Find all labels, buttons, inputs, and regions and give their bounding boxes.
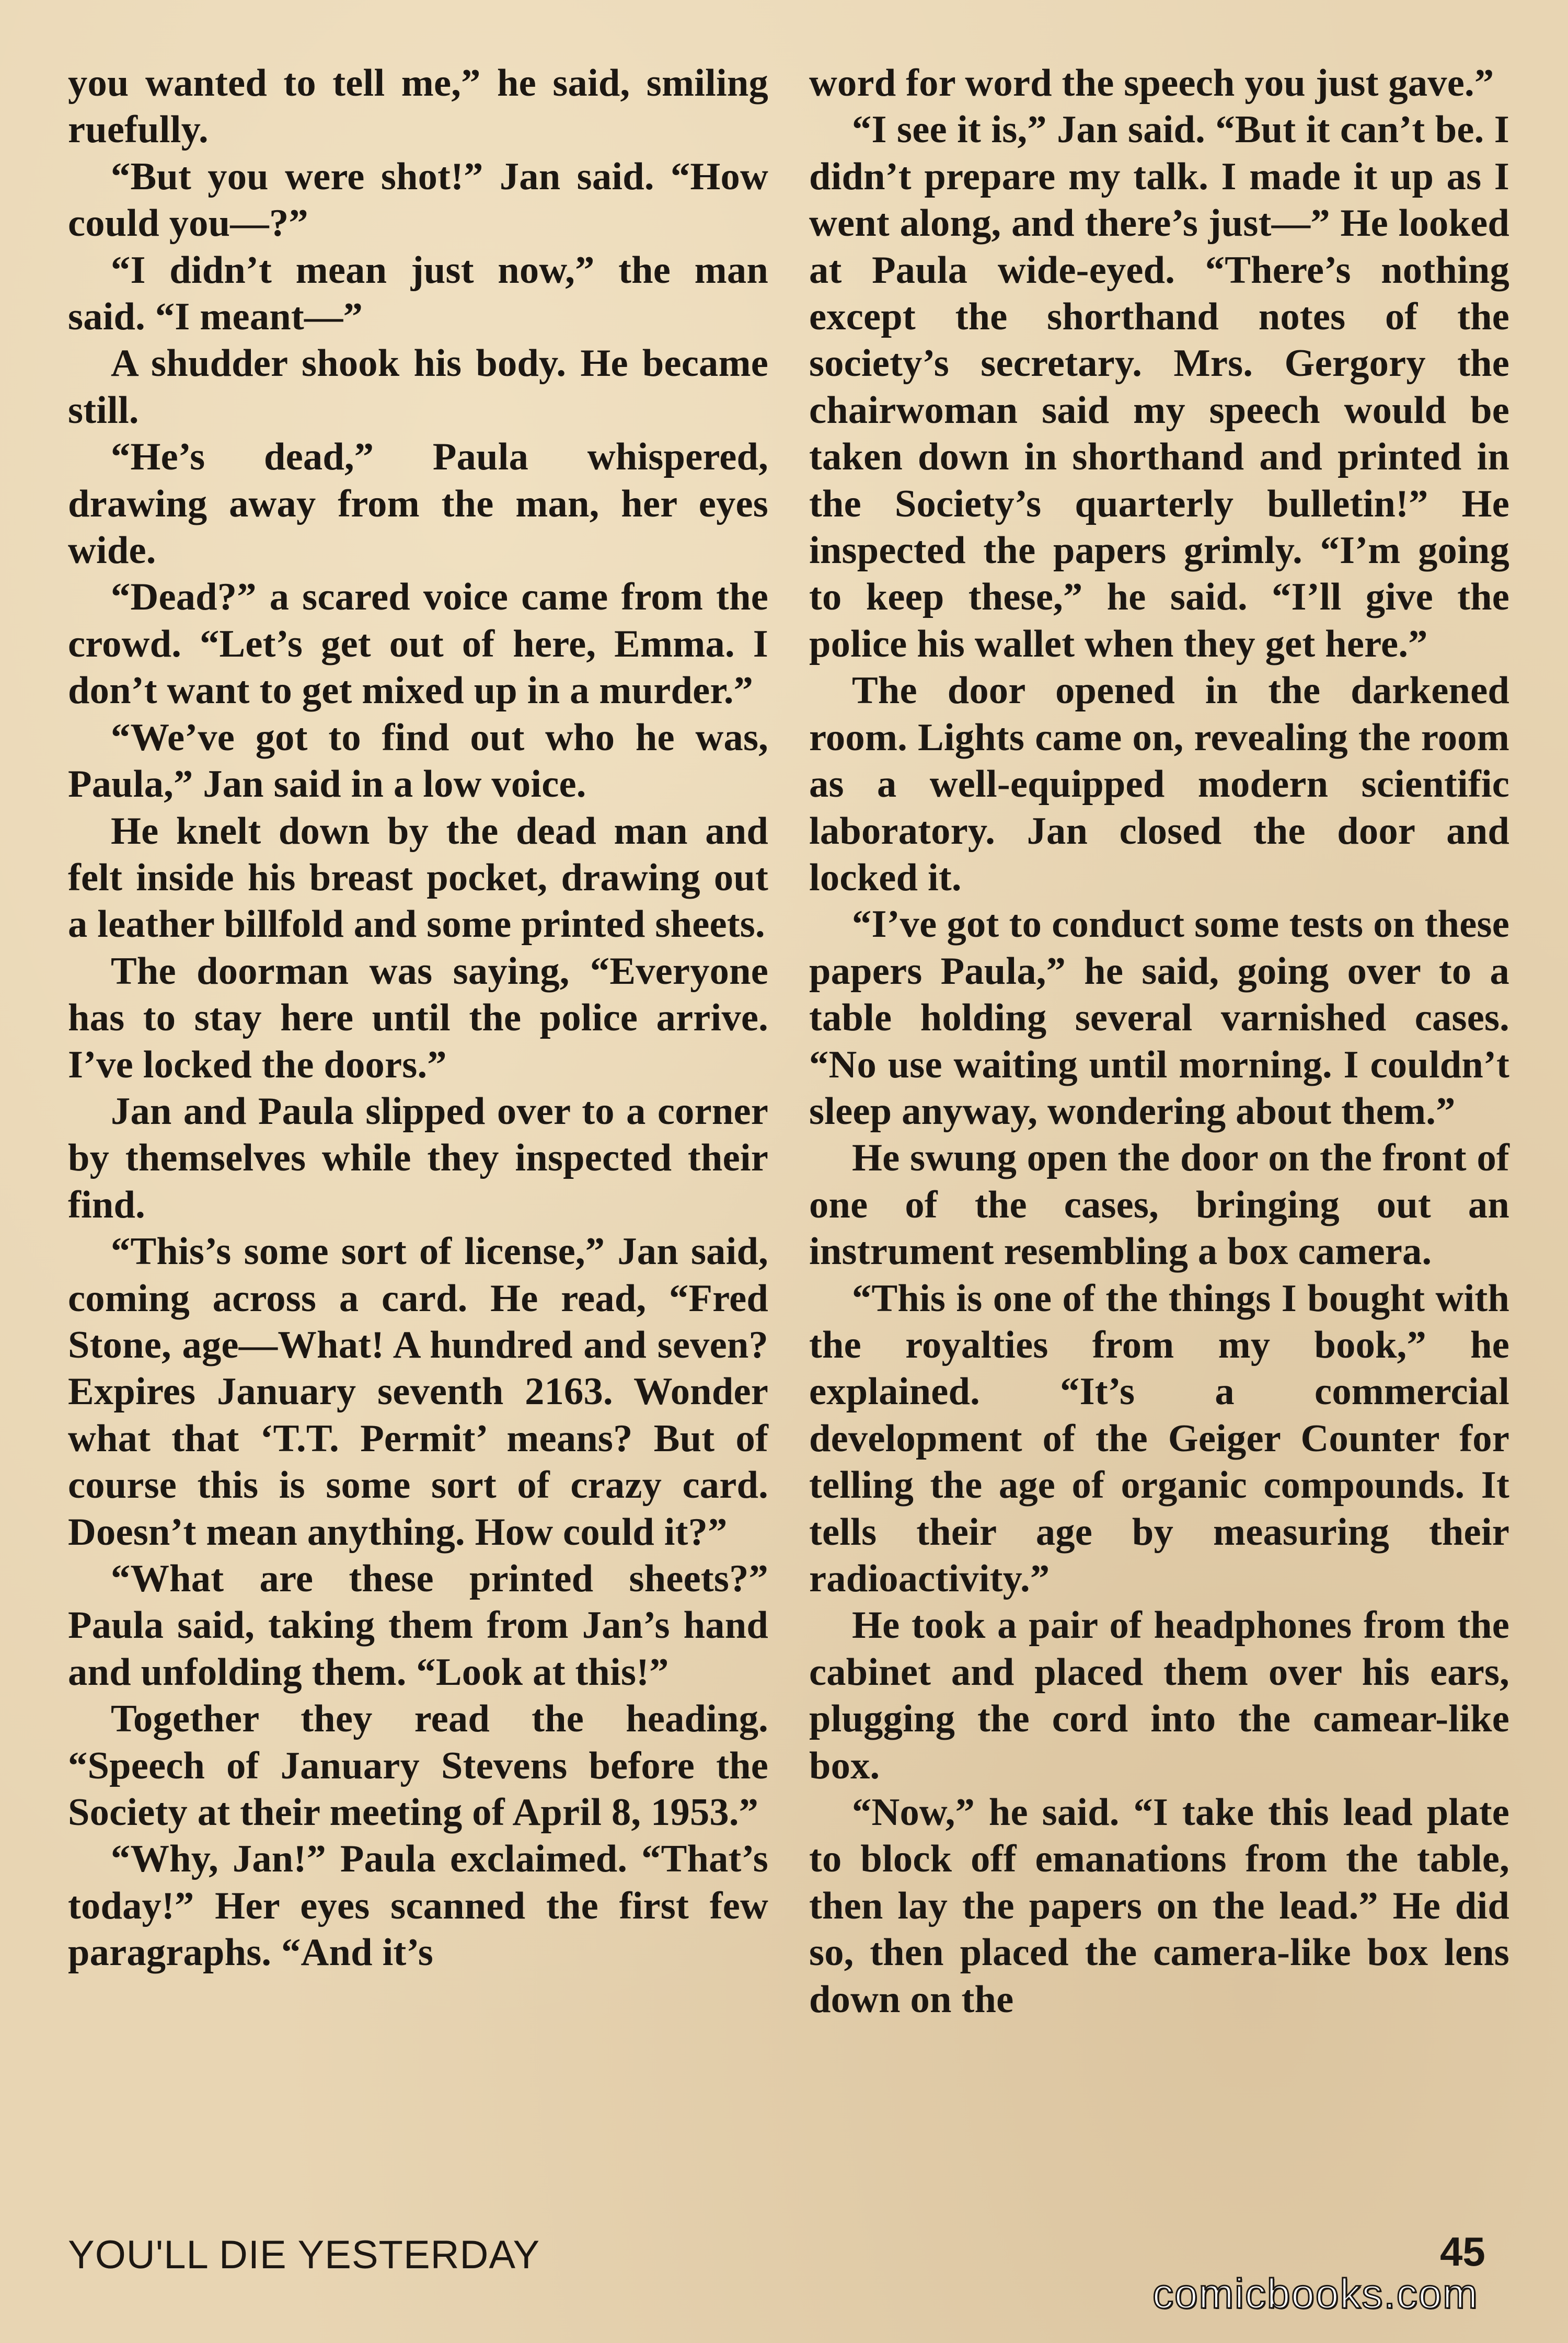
paragraph: “He’s dead,” Paula whispered, drawing away from the man, her eyes wide.: [68, 435, 768, 572]
paragraph: He swung open the door on the front of one of the cases, bringing out an instrument resembling a box camera.: [809, 1136, 1509, 1273]
paragraph: A shudder shook his body. He became still.: [68, 342, 768, 432]
running-title: YOU'LL DIE YESTERDAY: [68, 2233, 540, 2277]
paragraph: “I didn’t mean just now,” the man said. “I meant—”: [68, 248, 768, 339]
paragraph: you wanted to tell me,” he said, smiling ruefully.: [68, 62, 768, 152]
right-text-column: [809, 60, 1509, 2023]
paragraph: “Dead?” a scared voice came from the crowd. “Let’s get out of here, Emma. I don’t want to get mixed up in a murder.”: [68, 576, 768, 713]
paragraph: Together they read the heading. “Speech of January Stevens before the Society at their meeting of April 8, 1953.”: [68, 1697, 768, 1834]
paragraph: word for word the speech you just gave.”: [809, 62, 1494, 105]
paragraph: He took a pair of headphones from the cabinet and placed them over his ears, plugging the cord into the camear-like box.: [809, 1604, 1509, 1787]
paragraph: “Why, Jan!” Paula exclaimed. “That’s today!” Her eyes scanned the first few paragraphs. “And it’s: [68, 1837, 768, 1974]
paragraph: “This is one of the things I bought with the royalties from my book,” he explained. “It’s a commercial development of the Geiger Counter for telling the age of organic compounds. It tells their age by measuring their radioactivity.”: [809, 1277, 1509, 1600]
left-text-column: [68, 60, 768, 1977]
paragraph: “Now,” he said. “I take this lead plate to block off emanations from the table, then lay the papers on the lead.” He did so, then placed the camera-like box lens down on the: [809, 1791, 1509, 2021]
paragraph: “I’ve got to conduct some tests on these papers Paula,” he said, going over to a table holding several varnished cases. “No use waiting until morning. I couldn’t sleep anyway, wondering about them.”: [809, 903, 1509, 1133]
page-number: 45: [1440, 2229, 1485, 2275]
paragraph: “What are these printed sheets?” Paula said, taking them from Jan’s hand and unfolding them. “Look at this!”: [68, 1557, 768, 1694]
paragraph: “We’ve got to find out who he was, Paula,” Jan said in a low voice.: [68, 716, 768, 806]
site-watermark: comicbooks.com: [1152, 2270, 1479, 2317]
paragraph: “This’s some sort of license,” Jan said, coming across a card. He read, “Fred Stone, age—What! A hundred and seven? Expires January seventh 2163. Wonder what that ‘T.T. Permit’ means? But of course this is some sort of crazy card. Doesn’t mean anything. How could it?”: [68, 1230, 768, 1554]
paragraph: Jan and Paula slipped over to a corner by themselves while they inspected their find.: [68, 1089, 768, 1226]
paragraph: “I see it is,” Jan said. “But it can’t be. I didn’t prepare my talk. I made it up as I went along, and there’s just—” He looked at Paula wide-eyed. “There’s nothing except the shorthand notes of the society’s secretary. Mrs. Gergory the chairwoman said my speech would be taken down in shorthand and printed in the Society’s quarterly bulletin!” He inspected the papers grimly. “I’m going to keep these,” he said. “I’ll give the police his wallet when they get here.”: [809, 108, 1509, 665]
paragraph: The doorman was saying, “Everyone has to stay here until the police arrive. I’ve locked the doors.”: [68, 949, 768, 1086]
paragraph: The door opened in the darkened room. Lights came on, revealing the room as a well-equipped modern scientific laboratory. Jan closed the door and locked it.: [809, 669, 1509, 899]
paragraph: He knelt down by the dead man and felt inside his breast pocket, drawing out a leather billfold and some printed sheets.: [68, 809, 768, 946]
paragraph: “But you were shot!” Jan said. “How could you—?”: [68, 155, 768, 245]
